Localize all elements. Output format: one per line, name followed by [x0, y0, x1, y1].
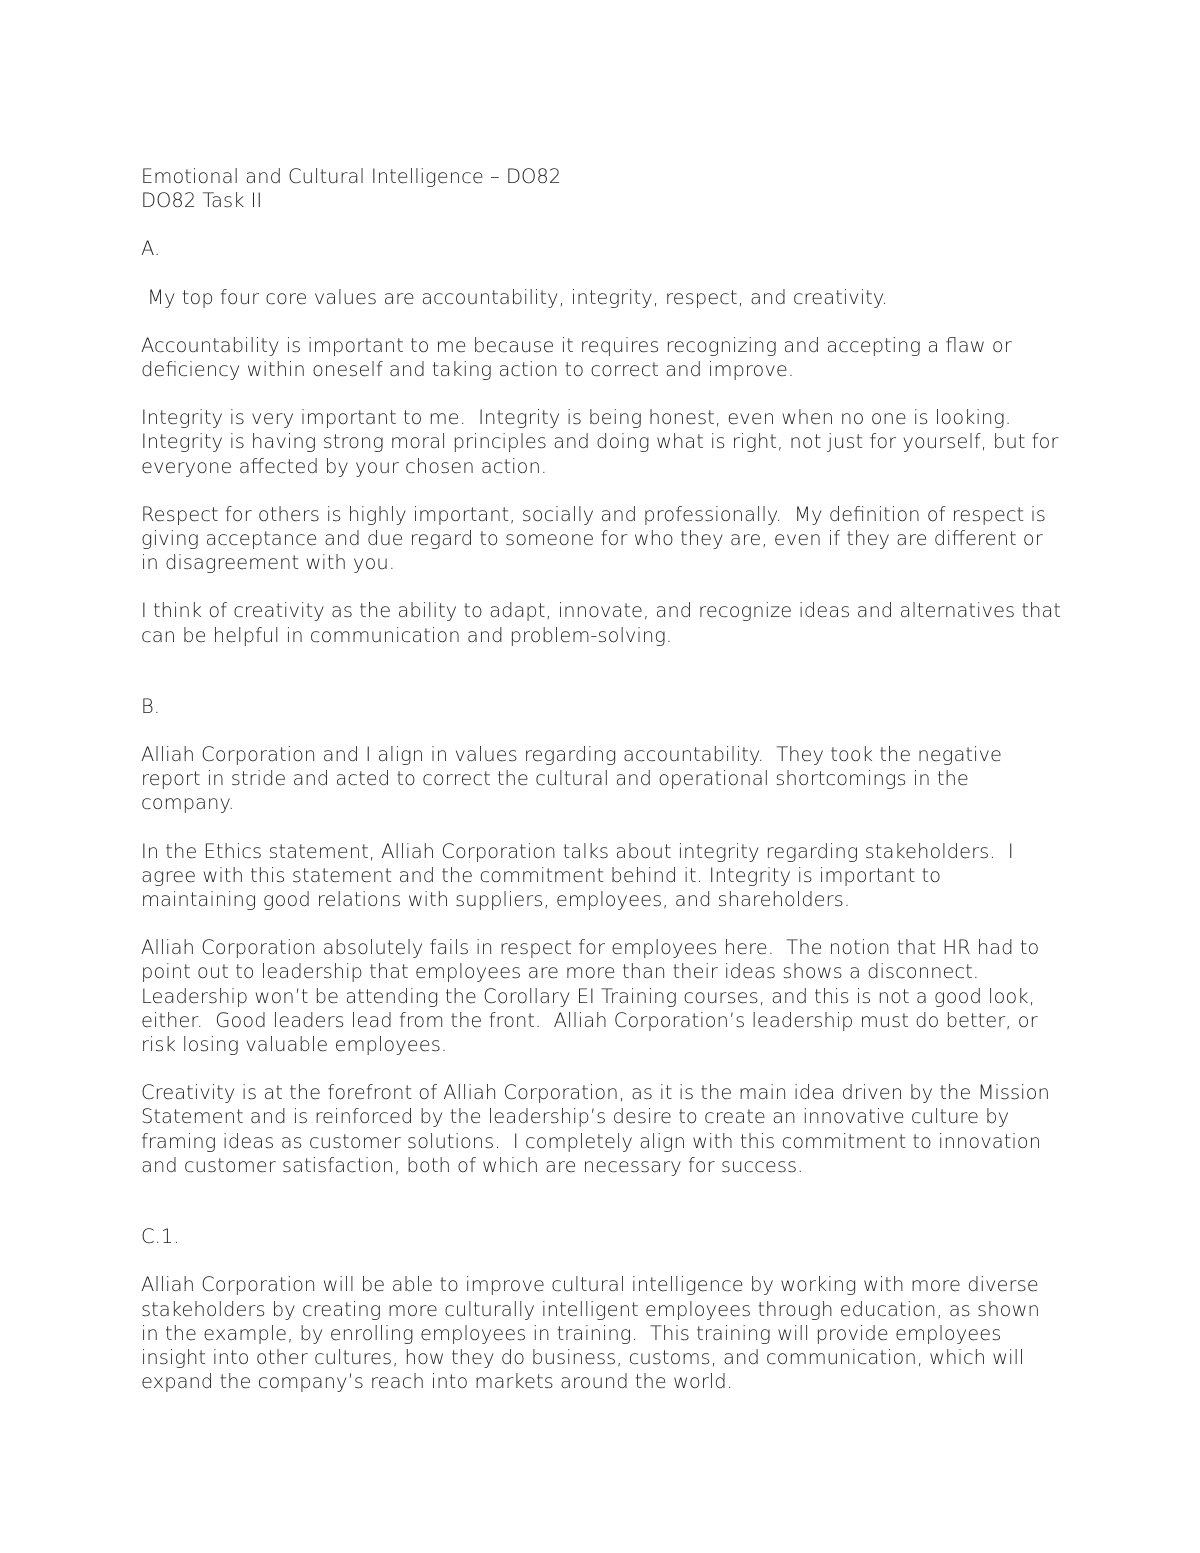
- section-a-paragraph: I think of creativity as the ability to adapt, innovate, and recognize ideas and alternatives that can be helpful in communication and problem-solving.: [141, 599, 1068, 647]
- section-b-heading: B.: [141, 694, 160, 718]
- section-a-paragraph: Integrity is very important to me. Integrity is being honest, even when no one is looking. Integrity is having strong moral principles and doing what is right, not just for yourself, but for everyone affected by your chosen action.: [141, 406, 1065, 478]
- section-a-paragraph: Respect for others is highly important, socially and professionally. My definition of respect is giving acceptance and due regard to someone for who they are, even if they are different or in disagreement with you.: [141, 502, 1053, 575]
- document-title: Emotional and Cultural Intelligence – DO82: [141, 165, 562, 188]
- section-a-paragraph: Accountability is important to me because it requires recognizing and accepting a flaw or deficiency within oneself and taking action to correct and improve.: [141, 333, 1018, 382]
- section-c1-paragraph: Alliah Corporation will be able to improve cultural intelligence by working with more diverse stakeholders by creating more culturally intelligent employees through education, as shown in the example, by enrolling employees in training. This training will provide employees insight into other cultures, how they do business, customs, and communication, which will expand the company’s reach into markets around the world.: [141, 1273, 1047, 1394]
- section-b-paragraph: Creativity is at the forefront of Alliah Corporation, as it is the main idea driven by the Mission Statement and is reinforced by the leadership’s desire to create an innovative culture by framing ideas as customer solutions. I completely align with this commitment to innovation and customer satisfaction, both of which are necessary for success.: [141, 1081, 1057, 1177]
- section-b-paragraph: In the Ethics statement, Alliah Corporation talks about integrity regarding stakeholders. I agree with this statement and the commitment behind it. Integrity is important to maintaining good relations with suppliers, employees, and shareholders.: [141, 839, 1020, 912]
- document-subtitle: DO82 Task II: [141, 189, 263, 213]
- section-a-paragraph: My top four core values are accountability, integrity, respect, and creativity.: [141, 285, 888, 309]
- document-body: [141, 165, 1068, 1394]
- section-b-paragraph: Alliah Corporation absolutely fails in respect for employees here. The notion that HR had to point out to leadership that employees are more than their ideas shows a disconnect. Leadership won’t be attending the Corollary EI Training courses, and this is not a good look, either. Good leaders lead from the front. Alliah Corporation’s leadership must do better, or risk losing valuable employees.: [141, 936, 1046, 1057]
- section-c1-heading: C.1.: [141, 1225, 180, 1249]
- section-b-paragraph: Alliah Corporation and I align in values regarding accountability. They took the negative report in stride and acted to correct the cultural and operational shortcomings in the company.: [141, 743, 1009, 815]
- section-a-heading: A.: [141, 237, 161, 261]
